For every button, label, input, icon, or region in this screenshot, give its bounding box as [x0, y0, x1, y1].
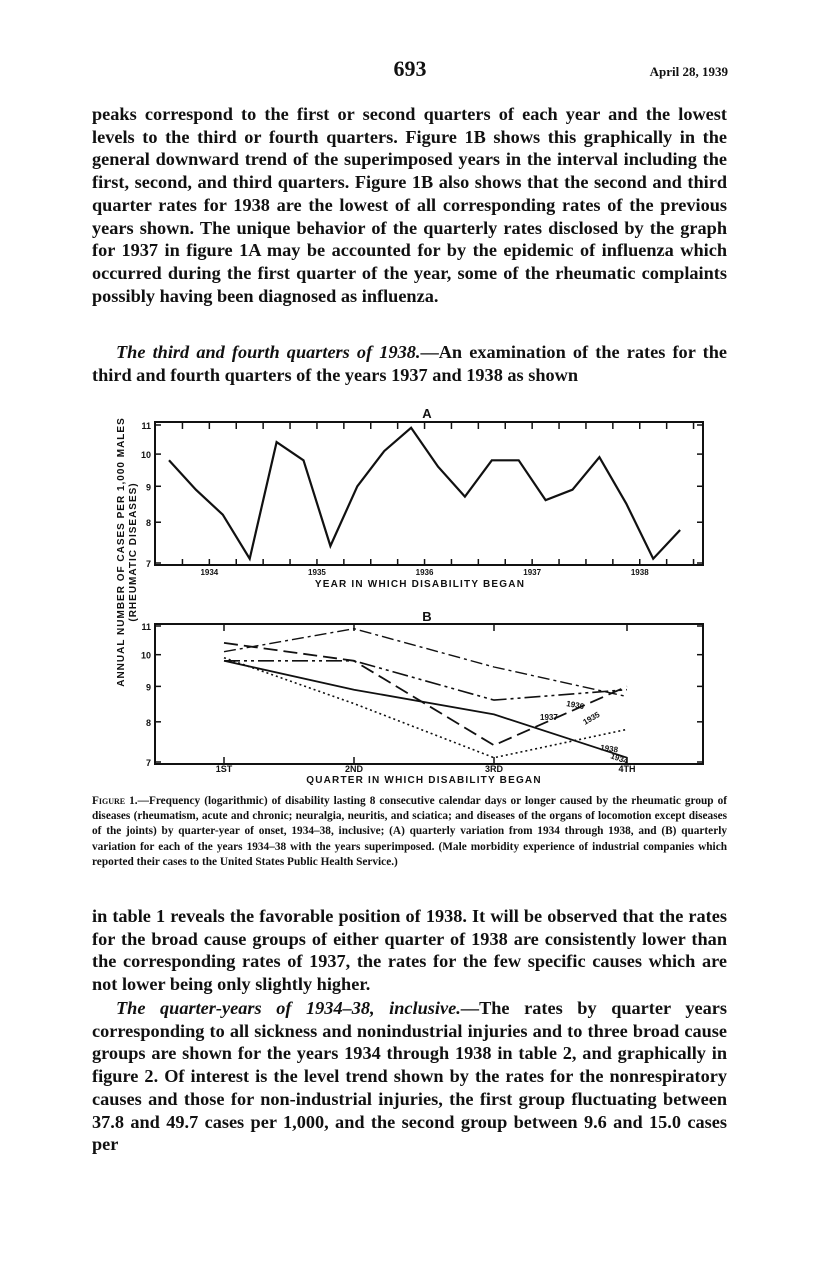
y-tick-label: 9 [145, 682, 151, 693]
paragraph-4-heading: The quarter-years of 1934–38, inclusive. [116, 998, 461, 1018]
panel-a-label: A [422, 406, 432, 421]
panel-a-series-line [169, 428, 680, 559]
panel-b-label: B [422, 609, 432, 624]
page-number: 693 [393, 56, 427, 81]
paragraph-4-body: —The rates by quarter years corresponding to all sickness and nonindustrial injuries and to three broad cause groups are shown for the years 1934 through 1938 in table 2, and graphically in figure 2. Of interest is the level trend shown by the rates for the nonrespiratory causes and those for non-industrial injuries, the first group fluctuating between 37.8 and 49.7 cases per 1,000, and the second group between 9.6 and 15.0 cases per [92, 998, 727, 1155]
panel-a-x-axis [182, 422, 693, 577]
year-label: 1935 [308, 568, 326, 577]
y-tick-label: 7 [145, 559, 151, 569]
year-label: 1937 [523, 568, 542, 577]
y-tick-label: 10 [140, 450, 151, 461]
paragraph-4 [92, 997, 727, 1156]
paragraph-2-heading: The third and fourth quarters of 1938. [116, 342, 421, 362]
panel-b-x-axis [216, 623, 636, 774]
y-tick-label: 9 [145, 482, 151, 493]
y-tick-label: 7 [145, 758, 151, 768]
y-tick-label: 8 [145, 518, 151, 529]
panel-a-x-label: YEAR IN WHICH DISABILITY BEGAN [314, 579, 526, 590]
paragraph-3: in table 1 reveals the favorable position of 1938. It will be observed that the rates for the broad cause groups of either quarter of 1938 are consistently lower than the corresponding rates of 1937, the rates for the few specific causes which are not lower being only slightly higher. [92, 906, 727, 995]
figure-caption [92, 794, 727, 870]
series-label-1935: 1935 [581, 710, 602, 727]
quarter-label: 3RD [484, 764, 504, 774]
year-label: 1938 [630, 568, 649, 577]
caption-label: Figure 1. [92, 795, 138, 807]
series-line-1934 [224, 661, 627, 758]
series-label-1938: 1938 [599, 743, 619, 755]
y-axis-label: ANNUAL NUMBER OF CASES PER 1,000 MALES [116, 417, 127, 687]
caption-text: —Frequency (logarithmic) of disability lasting 8 consecutive calendar days or longer caused by the rheumatic group of diseases (rheumatism, acute and chronic; neuralgia, neuritis, and sciatica; and diseases of the organs of locomotion except diseases of the joints) by quarter-year of onset, 1934–38, inclusive; (A) quarterly variation from 1934 through 1938, and (B) quarterly variation for each of the years 1934–38 with the years superimposed. (Male morbidity experience of industrial companies which reported their cases to the United States Public Health Service.) [92, 795, 727, 868]
y-tick-label: 8 [145, 717, 151, 728]
series-label-1936: 1936 [565, 699, 585, 712]
y-tick-label: 11 [141, 421, 151, 431]
panel-b-series [224, 629, 630, 766]
series-label-1934: 1934 [609, 751, 630, 766]
year-label: 1936 [415, 568, 434, 577]
y-axis-label-sub: (RHEUMATIC DISEASES) [128, 482, 139, 622]
y-tick-label: 10 [140, 650, 151, 661]
quarter-label: 2ND [344, 764, 364, 774]
y-tick-label: 11 [141, 622, 151, 632]
paragraph-1: peaks correspond to the first or second quarters of each year and the lowest levels to the third or fourth quarters. Figure 1B shows this graphically in the general downward trend of the superimposed years in the interval including the first, second, and third quarters. Figure 1B also shows that the second and third quarter rates for 1938 are the lowest of all corresponding rates of the previous years shown. The unique behavior of the quarterly rates disclosed by the graph for 1937 in figure 1A may be accounted for by the epidemic of influenza which occurred during the first quarter of the year, some of the rheumatic complaints possibly having been diagnosed as influenza. [92, 104, 727, 306]
issue-date: April 28, 1939 [649, 64, 728, 79]
series-label-1937: 1937 [540, 713, 558, 722]
year-label: 1934 [200, 568, 219, 577]
paragraph-2-body: —An examination of the rates for the third and fourth quarters of the years 1937 and 1938 as shown [92, 342, 727, 385]
quarter-label: 1ST [215, 764, 233, 774]
series-line-1936 [224, 629, 627, 697]
panel-b-x-label: QUARTER IN WHICH DISABILITY BEGAN [306, 775, 542, 786]
quarter-label: 4TH [618, 764, 636, 774]
series-line-1937 [224, 661, 627, 700]
